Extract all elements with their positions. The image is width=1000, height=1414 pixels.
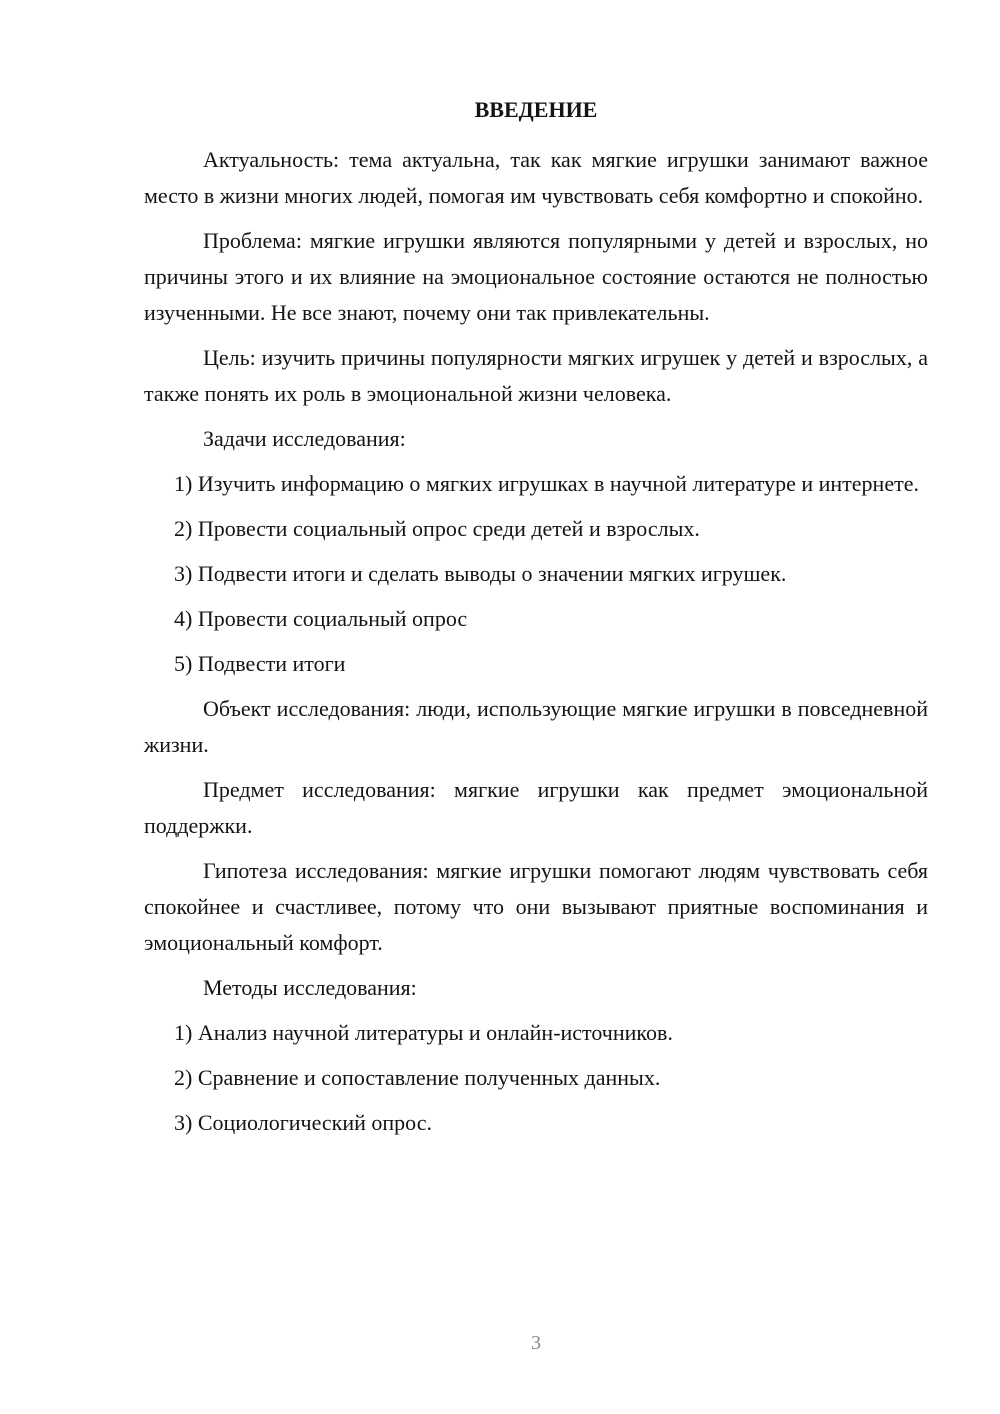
task-item-4: 4) Провести социальный опрос (174, 606, 468, 631)
goal-paragraph: Цель: изучить причины популярности мягких игрушек у детей и взрослых, а также понять их роль в эмоциональной жизни человека. (144, 345, 928, 406)
subject-paragraph: Предмет исследования: мягкие игрушки как предмет эмоциональной поддержки. (144, 777, 928, 838)
task-item-3: 3) Подвести итоги и сделать выводы о значении мягких игрушек. (174, 561, 787, 586)
tasks-heading: Задачи исследования: (203, 426, 406, 451)
hypothesis-paragraph: Гипотеза исследования: мягкие игрушки помогают людям чувствовать себя спокойнее и счастливее, потому что они вызывают приятные воспоминания и эмоциональный комфорт. (144, 858, 928, 955)
method-item-1: 1) Анализ научной литературы и онлайн-источников. (174, 1020, 673, 1045)
task-item-2: 2) Провести социальный опрос среди детей и взрослых. (174, 516, 700, 541)
task-item-5: 5) Подвести итоги (174, 651, 346, 676)
object-paragraph: Объект исследования: люди, использующие мягкие игрушки в повседневной жизни. (144, 696, 928, 757)
section-heading: ВВЕДЕНИЕ (474, 97, 598, 122)
document-page (144, 94, 928, 1150)
method-item-2: 2) Сравнение и сопоставление полученных данных. (174, 1065, 661, 1090)
problem-paragraph: Проблема: мягкие игрушки являются популярными у детей и взрослых, но причины этого и их влияние на эмоциональное состояние остаются не полностью изученными. Не все знают, почему они так привлекательны. (144, 228, 928, 325)
method-item-3: 3) Социологический опрос. (174, 1110, 432, 1135)
relevance-paragraph: Актуальность: тема актуальна, так как мягкие игрушки занимают важное место в жизни многих людей, помогая им чувствовать себя комфортно и спокойно. (144, 147, 928, 208)
task-item-1: 1) Изучить информацию о мягких игрушках в научной литературе и интернете. (174, 471, 919, 496)
page-number: 3 (531, 1332, 541, 1354)
methods-heading: Методы исследования: (203, 975, 417, 1000)
